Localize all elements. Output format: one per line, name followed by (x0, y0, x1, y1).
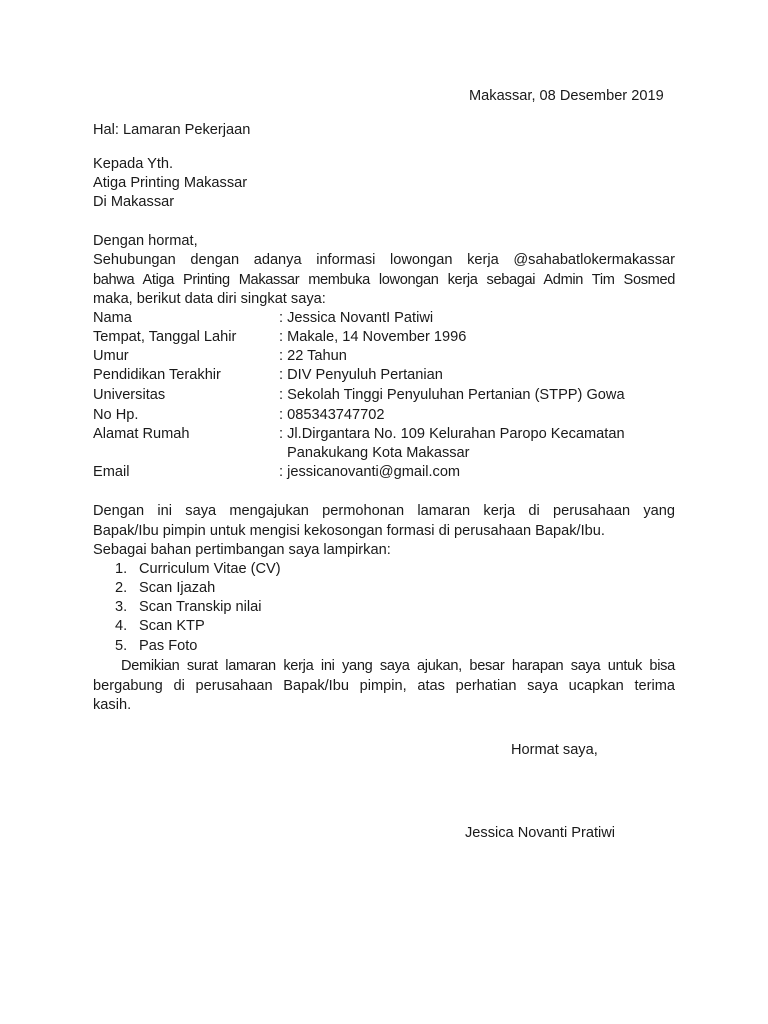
data-label: Umur (93, 348, 129, 364)
data-label: Universitas (93, 387, 166, 403)
list-item (115, 579, 215, 597)
greeting: Dengan hormat, (93, 233, 198, 249)
recipient-line-1: Kepada Yth. (93, 156, 174, 172)
data-value: : Makale, 14 November 1996 (279, 329, 467, 345)
data-label: Tempat, Tanggal Lahir (93, 329, 237, 345)
signature-name: Jessica Novanti Pratiwi (465, 825, 616, 841)
subject-line: Hal: Lamaran Pekerjaan (93, 122, 251, 138)
data-value: : Sekolah Tinggi Penyuluhan Pertanian (STPP) Gowa (279, 387, 625, 403)
list-text: Scan KTP (139, 618, 205, 634)
list-number: 1. (115, 561, 128, 577)
data-label: Alamat Rumah (93, 426, 190, 442)
data-label: Nama (93, 310, 132, 326)
data-value: : Jl.Dirgantara No. 109 Kelurahan Paropo Kecamatan (279, 426, 625, 442)
data-value: : Jessica NovantI Patiwi (279, 310, 434, 326)
body-line-1: Dengan ini saya mengajukan permohonan lamaran kerja di perusahaan yang (93, 503, 675, 519)
recipient-line-2: Atiga Printing Makassar (93, 175, 248, 191)
data-value-continued: Panakukang Kota Makassar (287, 445, 470, 461)
closing-line-3: kasih. (93, 697, 132, 713)
body-line-2: Bapak/Ibu pimpin untuk mengisi kekosongan formasi di perusahaan Bapak/Ibu. (93, 523, 605, 539)
intro-line-2: bahwa Atiga Printing Makassar membuka lowongan kerja sebagai Admin Tim Sosmed (93, 272, 675, 288)
list-text: Curriculum Vitae (CV) (139, 561, 281, 577)
intro-line-1: Sehubungan dengan adanya informasi lowongan kerja @sahabatlokermakassar (93, 252, 675, 268)
list-number: 3. (115, 599, 128, 615)
data-value: : 22 Tahun (279, 348, 347, 364)
list-text: Pas Foto (139, 638, 198, 654)
data-value: : DIV Penyuluh Pertanian (279, 367, 443, 383)
data-value: : jessicanovanti@gmail.com (279, 464, 461, 480)
signoff: Hormat saya, (511, 742, 598, 758)
list-number: 4. (115, 618, 128, 634)
list-item (115, 598, 262, 616)
list-item (115, 560, 281, 578)
list-text: Scan Transkip nilai (139, 599, 262, 615)
intro-line-3: maka, berikut data diri singkat saya: (93, 291, 326, 307)
body-line-3: Sebagai bahan pertimbangan saya lampirkan: (93, 542, 391, 558)
closing-line-2: bergabung di perusahaan Bapak/Ibu pimpin, atas perhatian saya ucapkan terima (93, 678, 675, 694)
list-number: 2. (115, 580, 128, 596)
data-label: Email (93, 464, 130, 480)
list-item (115, 637, 197, 655)
data-label: Pendidikan Terakhir (93, 367, 221, 383)
list-number: 5. (115, 638, 128, 654)
date-line: Makassar, 08 Desember 2019 (469, 88, 664, 104)
data-value: : 085343747702 (279, 407, 385, 423)
closing-line-1: Demikian surat lamaran kerja ini yang saya ajukan, besar harapan saya untuk bisa (121, 658, 675, 674)
list-text: Scan Ijazah (139, 580, 216, 596)
data-label: No Hp. (93, 407, 139, 423)
list-item (115, 617, 205, 635)
recipient-line-3: Di Makassar (93, 194, 175, 210)
